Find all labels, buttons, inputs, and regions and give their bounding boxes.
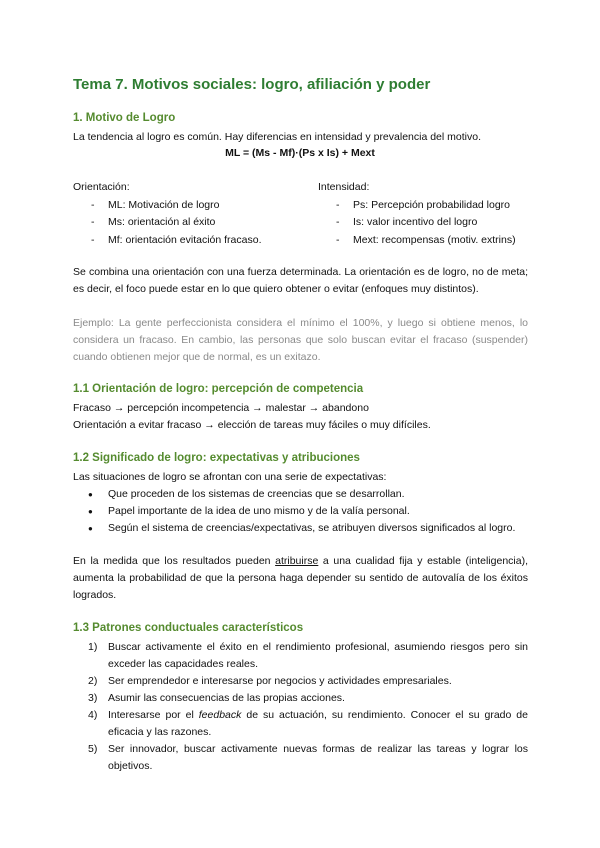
list-item: 4) Interesarse por el feedback de su actuación, su rendimiento. Conocer el su grado de eficacia y las razones. [88, 709, 528, 738]
list-item: ● Papel importante de la idea de uno mismo y de la valía personal. [73, 503, 528, 520]
expectations-list [73, 486, 528, 537]
list-item: ● Según el sistema de creencias/expectativas, se atribuyen diversos significados al logro. [73, 520, 528, 537]
section-heading-1: 1. Motivo de Logro [73, 112, 176, 124]
list-item: ● Que proceden de los sistemas de creencias que se desarrollan. [73, 486, 528, 503]
section-1-intro: La tendencia al logro es común. Hay diferencias en intensidad y prevalencia del motivo. [73, 131, 481, 143]
section-1-2-intro: Las situaciones de logro se afrontan con una serie de expectativas: [73, 471, 387, 483]
list-item: 5) Ser innovador, buscar activamente nuevas formas de realizar las tareas y lograr los objetivos. [88, 743, 528, 772]
orientation-column [73, 179, 313, 249]
underlined-term: atribuirse [275, 555, 319, 567]
behavior-patterns-list [73, 639, 528, 775]
list-item: 2) Ser emprendedor e interesarse por negocios y actividades empresariales. [88, 675, 452, 687]
orientation-item: - Mf: orientación evitación fracaso. [73, 232, 313, 250]
list-item: 3) Asumir las consecuencias de las propias acciones. [88, 692, 345, 704]
example-paragraph: Ejemplo: La gente perfeccionista considera el mínimo el 100%, y luego si obtiene menos, lo considera un fracaso. En cambio, las personas que solo buscan evitar el fracaso (suspender) cuando obtienen mejor que de normal, es un exitazo. [73, 317, 528, 363]
section-heading-1-2: 1.2 Significado de logro: expectativas y atribuciones [73, 452, 360, 464]
section-heading-1-1: 1.1 Orientación de logro: percepción de competencia [73, 383, 364, 395]
section-heading-1-3: 1.3 Patrones conductuales característicos [73, 622, 304, 634]
intensity-column [318, 179, 533, 249]
list-item: 1) Buscar activamente el éxito en el rendimiento profesional, asumiendo riesgos pero sin exceder las capacidades reales. [88, 641, 528, 670]
intensity-item: - Mext: recompensas (motiv. extrins) [318, 232, 533, 250]
formula: ML = (Ms - Mf)·(Ps x Is) + Mext [225, 147, 375, 159]
section-1-2-paragraph: En la medida que los resultados pueden atribuirse a una cualidad fija y estable (inteligencia), aumenta la probabilidad de que la persona haga depender su sentido de autovalía de los éxitos logrados. [73, 555, 528, 601]
intensity-label: Intensidad: [318, 181, 370, 193]
intensity-item: - Ps: Percepción probabilidad logro [318, 197, 533, 215]
orientation-item: - ML: Motivación de logro [73, 197, 313, 215]
page-title: Tema 7. Motivos sociales: logro, afiliación y poder [73, 76, 431, 93]
section-1-1-line-2: Orientación a evitar fracaso → elección de tareas muy fáciles o muy difíciles. [73, 419, 431, 431]
orientation-label: Orientación: [73, 181, 130, 193]
emphasized-term: feedback [198, 709, 242, 721]
intensity-item: - Is: valor incentivo del logro [318, 214, 533, 232]
section-1-1-line-1: Fracaso → percepción incompetencia → malestar → abandono [73, 402, 369, 414]
section-1-paragraph: Se combina una orientación con una fuerza determinada. La orientación es de logro, no de meta; es decir, el foco puede estar en lo que quiero obtener o evitar (enfoques muy distintos). [73, 266, 528, 295]
orientation-item: - Ms: orientación al éxito [73, 214, 313, 232]
